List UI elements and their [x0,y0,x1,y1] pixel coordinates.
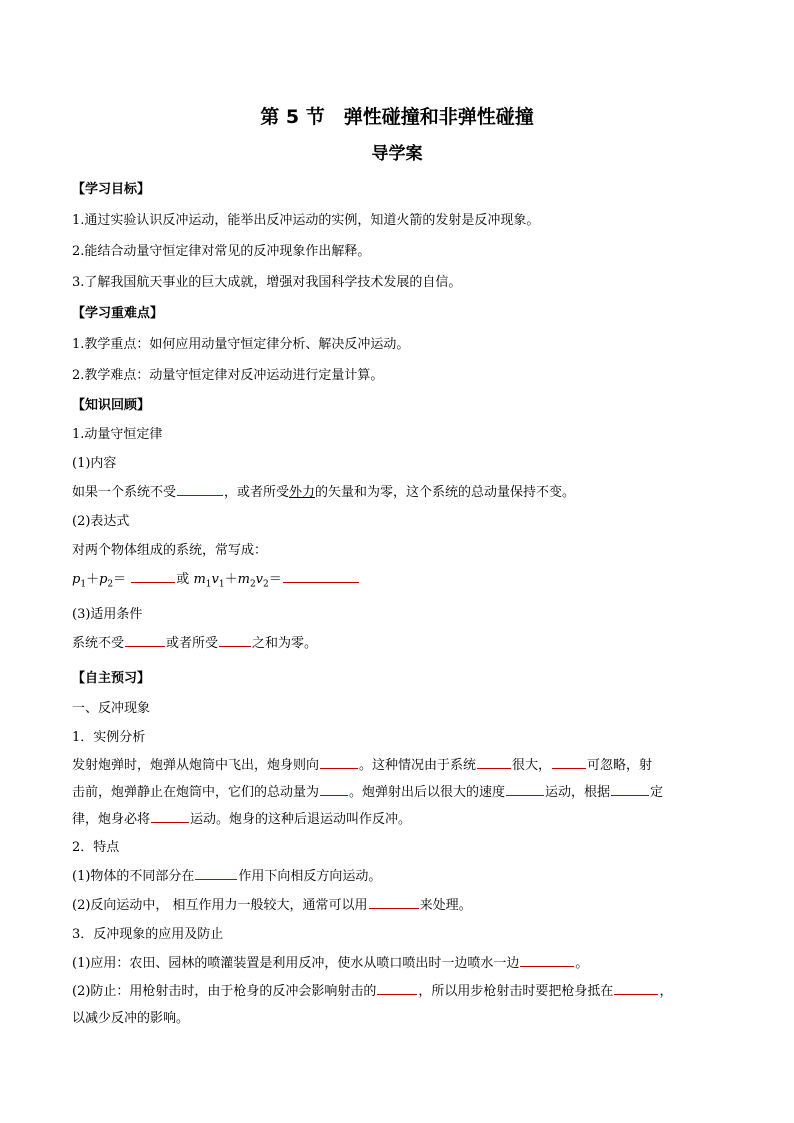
review-cond: 系统不受 或者所受 之和为零。 [72,629,722,658]
preview-sub2: 2．特点 [72,839,120,855]
blank-u1[interactable] [520,953,574,967]
lesson-subtitle: 导学案 [371,144,423,164]
blank-p1-4[interactable] [320,782,348,796]
keypoint-item-1: 1.教学重点：如何应用动量守恒定律分析、解决反冲运动。 [72,337,410,352]
keypoint-item-2: 2.教学难点：动量守恒定律对反冲运动进行定量计算。 [72,368,384,383]
keypoints-heading: 【学习重难点】 [72,306,164,321]
preview-sub1: 1．实例分析 [72,729,146,745]
blank-p1-1[interactable] [320,755,358,769]
blank-f2[interactable] [369,895,419,909]
example-paragraph: 发射炮弹时，炮弹从炮筒中飞出，炮身则向 。这种情况由于系统 很大， 可忽略，射 击前，炮弹静止在炮筒中，它们的总动量为 。炮弹射出后以很大的速度 运动，根据 定 律，炮身必将 运动。炮身的这种后退运动叫作反冲。 [72,752,722,833]
goal-item-2: 2.能结合动量守恒定律对常见的反冲现象作出解释。 [72,244,371,259]
feature-1: (1)物体的不同部分在 作用下向相反方向运动。 [72,862,722,891]
goals-heading: 【学习目标】 [72,182,151,197]
review-content-label: (1)内容 [72,456,117,471]
review-expr-label: (2)表达式 [72,514,130,529]
goal-item-1: 1.通过实验认识反冲运动，能举出反冲运动的实例，知道火箭的发射是反冲现象。 [72,213,540,228]
blank-f1[interactable] [195,866,237,880]
blank-formula-1[interactable] [131,569,175,583]
usage-2: (2)防止：用枪射击时，由于枪身的反冲会影响射击的 ，所以用步枪射击时要把枪身抵在 ， 以减少反冲的影响。 [72,978,722,1032]
blank-content-1[interactable] [177,482,223,496]
feature-2: (2)反向运动中， 相互作用力一般较大，通常可以用 来处理。 [72,891,722,920]
blank-p1-6[interactable] [611,782,649,796]
preview-part1: 一、反冲现象 [72,700,151,716]
blank-u2-1[interactable] [377,981,417,995]
review-expr-text: 对两个物体组成的系统，常写成： [72,543,268,558]
blank-cond-1[interactable] [125,633,165,647]
review-content: 如果一个系统不受 ，或者所受外力的矢量和为零，这个系统的总动量保持不变。 [72,478,722,507]
review-cond-label: (3)适用条件 [72,606,143,622]
blank-cond-2[interactable] [219,633,251,647]
goal-item-3: 3.了解我国航天事业的巨大成就，增强对我国科学技术发展的自信。 [72,275,462,290]
blank-p1-5[interactable] [506,782,544,796]
blank-p1-2[interactable] [477,755,511,769]
preview-heading: 【自主预习】 [72,670,151,686]
review-heading: 【知识回顾】 [72,398,151,413]
review-formula: $p_1+p_2=$ 或 $m_1v_1+m_2v_2=$ [72,565,722,600]
underlined-term: 外力 [289,485,316,500]
blank-formula-2[interactable] [283,569,359,583]
lesson-title: 第 5 节 弹性碰撞和非弹性碰撞 [260,106,534,128]
blank-p1-7[interactable] [151,809,189,823]
preview-sub3: 3．反冲现象的应用及防止 [72,926,224,942]
blank-p1-3[interactable] [552,755,586,769]
blank-u2-2[interactable] [614,981,658,995]
worksheet-page [72,100,722,1032]
review-law: 1.动量守恒定律 [72,427,163,442]
usage-1: (1)应用：农田、园林的喷灌装置是利用反冲，使水从喷口喷出时一边喷水一边 。 [72,949,722,978]
